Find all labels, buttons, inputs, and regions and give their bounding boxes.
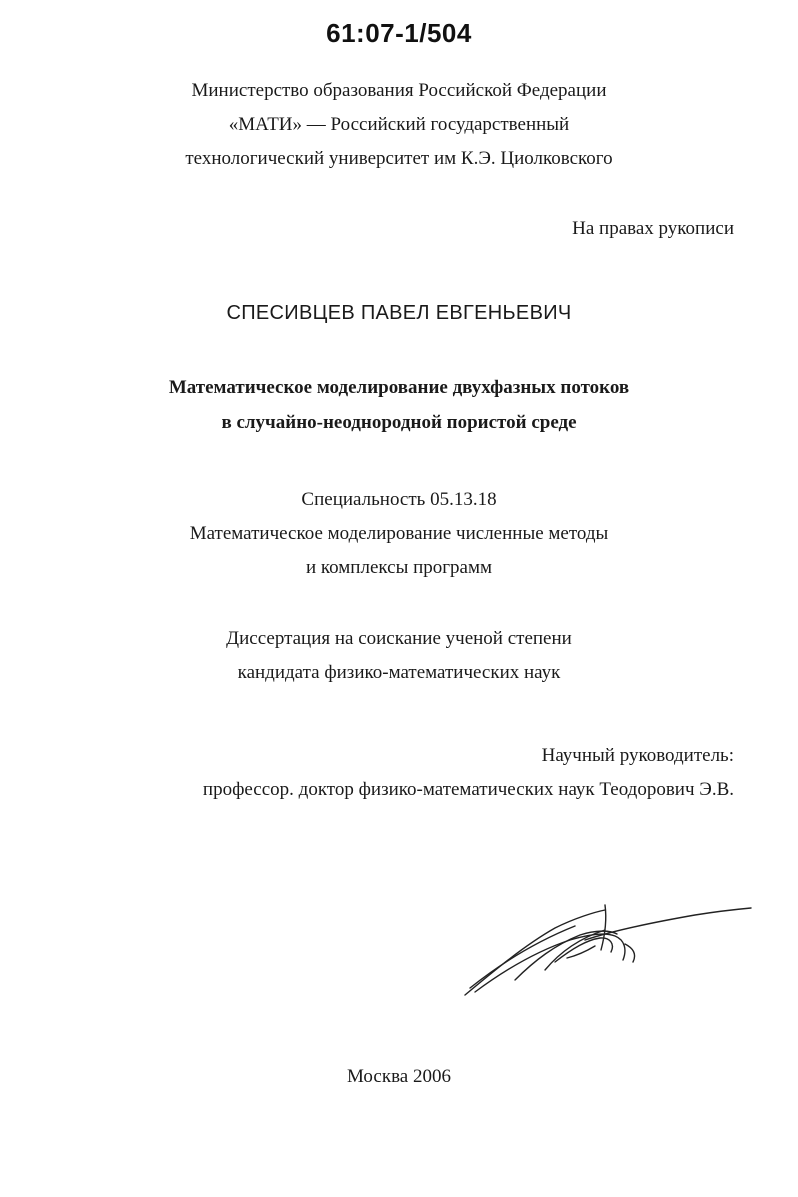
specialty-block <box>0 483 798 585</box>
organization-line: Министерство образования Российской Федерации <box>191 80 607 101</box>
author-name: СПЕСИВЦЕВ ПАВЕЛ ЕВГЕНЬЕВИЧ <box>226 302 572 324</box>
specialty-line: Специальность 05.13.18 <box>301 489 497 510</box>
organization-line: технологический университет им К.Э. Циолковского <box>185 148 613 169</box>
supervisor-name: профессор. доктор физико-математических наук Теодорович Э.В. <box>202 779 734 800</box>
degree-line: Диссертация на соискание ученой степени <box>226 628 572 649</box>
thesis-title-line: Математическое моделирование двухфазных потоков <box>168 377 630 398</box>
supervisor-label: Научный руководитель: <box>541 745 734 766</box>
manuscript-note: На правах рукописи <box>572 218 734 239</box>
specialty-line: Математическое моделирование численные методы <box>189 523 609 544</box>
archive-stamp: 61:07-1/504 <box>326 18 472 48</box>
organization-block <box>0 74 798 176</box>
degree-line: кандидата физико-математических наук <box>237 662 561 683</box>
specialty-line: и комплексы программ <box>305 557 493 578</box>
city-year: Москва 2006 <box>347 1066 451 1087</box>
organization-line: «МАТИ» — Российский государственный <box>228 114 570 135</box>
thesis-title-line: в случайно-неоднородной пористой среде <box>221 412 577 433</box>
thesis-title <box>0 370 798 440</box>
degree-block <box>0 622 798 690</box>
signature-icon <box>455 900 755 1005</box>
